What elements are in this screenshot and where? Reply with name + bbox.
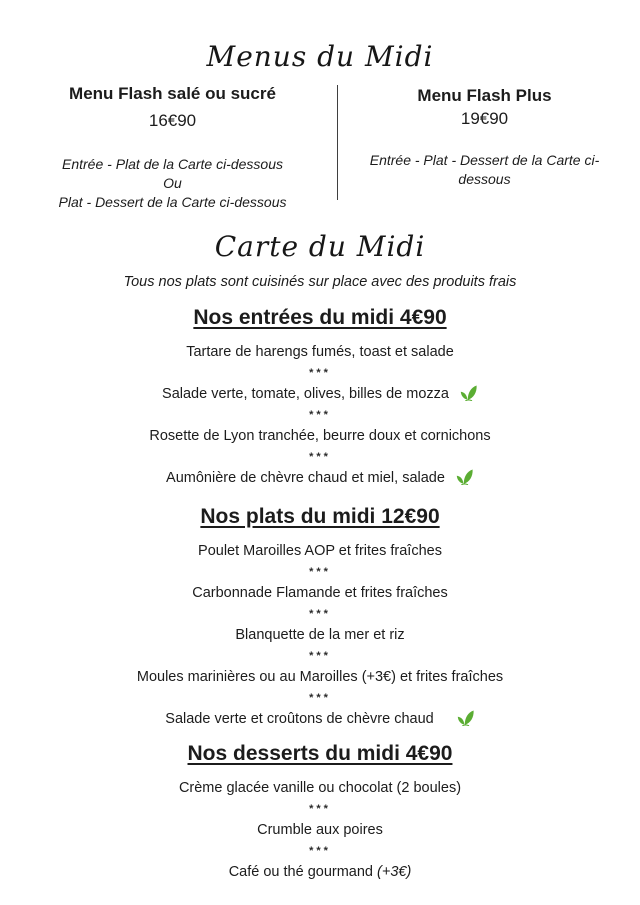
menu-item-text: Rosette de Lyon tranchée, beurre doux et cornichons bbox=[149, 428, 491, 444]
item-separator: *** bbox=[309, 608, 331, 620]
carte-title: Carte du Midi bbox=[214, 230, 426, 263]
menu-item-text: Blanquette de la mer et riz bbox=[235, 627, 405, 643]
menu-item-text: Aumônière de chèvre chaud et miel, salade bbox=[166, 470, 445, 486]
menu-desc-line: Entrée - Plat de la Carte ci-dessous bbox=[62, 156, 283, 172]
menu-item bbox=[0, 667, 640, 688]
menu-item-text: Poulet Maroilles AOP et frites fraîches bbox=[198, 543, 442, 559]
menu-item bbox=[0, 384, 640, 405]
menu-item bbox=[0, 426, 640, 447]
section-heading: Nos entrées du midi 4€90 bbox=[193, 306, 447, 329]
menu-name: Menu Flash salé ou sucré bbox=[69, 84, 276, 103]
leaf-icon bbox=[459, 384, 478, 408]
menu-item-text: Café ou thé gourmand bbox=[228, 864, 373, 880]
menu-desc-line: Plat - Dessert de la Carte ci-dessous bbox=[58, 194, 287, 210]
leaf-icon bbox=[455, 468, 474, 492]
menu-name: Menu Flash Plus bbox=[417, 86, 552, 105]
menu-description bbox=[354, 151, 616, 189]
leaf-icon bbox=[456, 709, 475, 733]
item-separator: *** bbox=[309, 566, 331, 578]
carte-subtitle: Tous nos plats sont cuisinés sur place avec des produits frais bbox=[123, 274, 517, 290]
menu-item bbox=[0, 778, 640, 799]
menu-description bbox=[25, 155, 321, 212]
menus-row bbox=[0, 83, 640, 212]
item-separator: *** bbox=[309, 845, 331, 857]
menu-item-text: Crumble aux poires bbox=[257, 822, 383, 838]
menu-item-text: Crème glacée vanille ou chocolat (2 boules) bbox=[178, 780, 462, 796]
menu-item-note: (+3€) bbox=[377, 864, 412, 880]
menu-item bbox=[0, 541, 640, 562]
section-items bbox=[0, 342, 640, 489]
menu-item-text: Salade verte, tomate, olives, billes de mozza bbox=[162, 386, 449, 402]
menu-item bbox=[0, 862, 640, 883]
menu-price: 19€90 bbox=[460, 109, 509, 128]
menu-flash-plus bbox=[354, 83, 616, 189]
section-plats bbox=[0, 504, 640, 730]
menu-item bbox=[0, 342, 640, 363]
section-heading: Nos desserts du midi 4€90 bbox=[187, 742, 453, 765]
section-items bbox=[0, 778, 640, 883]
menu-item-text: Tartare de harengs fumés, toast et salade bbox=[186, 344, 454, 360]
item-separator: *** bbox=[309, 409, 331, 421]
section-heading: Nos plats du midi 12€90 bbox=[200, 505, 440, 528]
page-title: Menus du Midi bbox=[206, 40, 434, 73]
section-items bbox=[0, 541, 640, 730]
section-entrees bbox=[0, 305, 640, 489]
item-separator: *** bbox=[309, 367, 331, 379]
menu-item bbox=[0, 625, 640, 646]
menu-item bbox=[0, 468, 640, 489]
menu-item bbox=[0, 583, 640, 604]
item-separator: *** bbox=[309, 692, 331, 704]
menu-item-text: Moules marinières ou au Maroilles (+3€) et frites fraîches bbox=[136, 669, 504, 685]
menu-item bbox=[0, 709, 640, 730]
menu-desc-line: Entrée - Plat - Dessert de la Carte ci-dessous bbox=[369, 152, 600, 187]
menu-flash-sale-sucre bbox=[25, 83, 321, 212]
vertical-divider bbox=[337, 85, 338, 200]
menu-price: 16€90 bbox=[148, 111, 197, 130]
item-separator: *** bbox=[309, 650, 331, 662]
menu-item bbox=[0, 820, 640, 841]
section-desserts bbox=[0, 741, 640, 883]
menu-desc-line: Ou bbox=[163, 175, 182, 191]
item-separator: *** bbox=[309, 803, 331, 815]
menu-item-text: Carbonnade Flamande et frites fraîches bbox=[192, 585, 448, 601]
item-separator: *** bbox=[309, 451, 331, 463]
menu-item-text: Salade verte et croûtons de chèvre chaud bbox=[165, 711, 434, 727]
